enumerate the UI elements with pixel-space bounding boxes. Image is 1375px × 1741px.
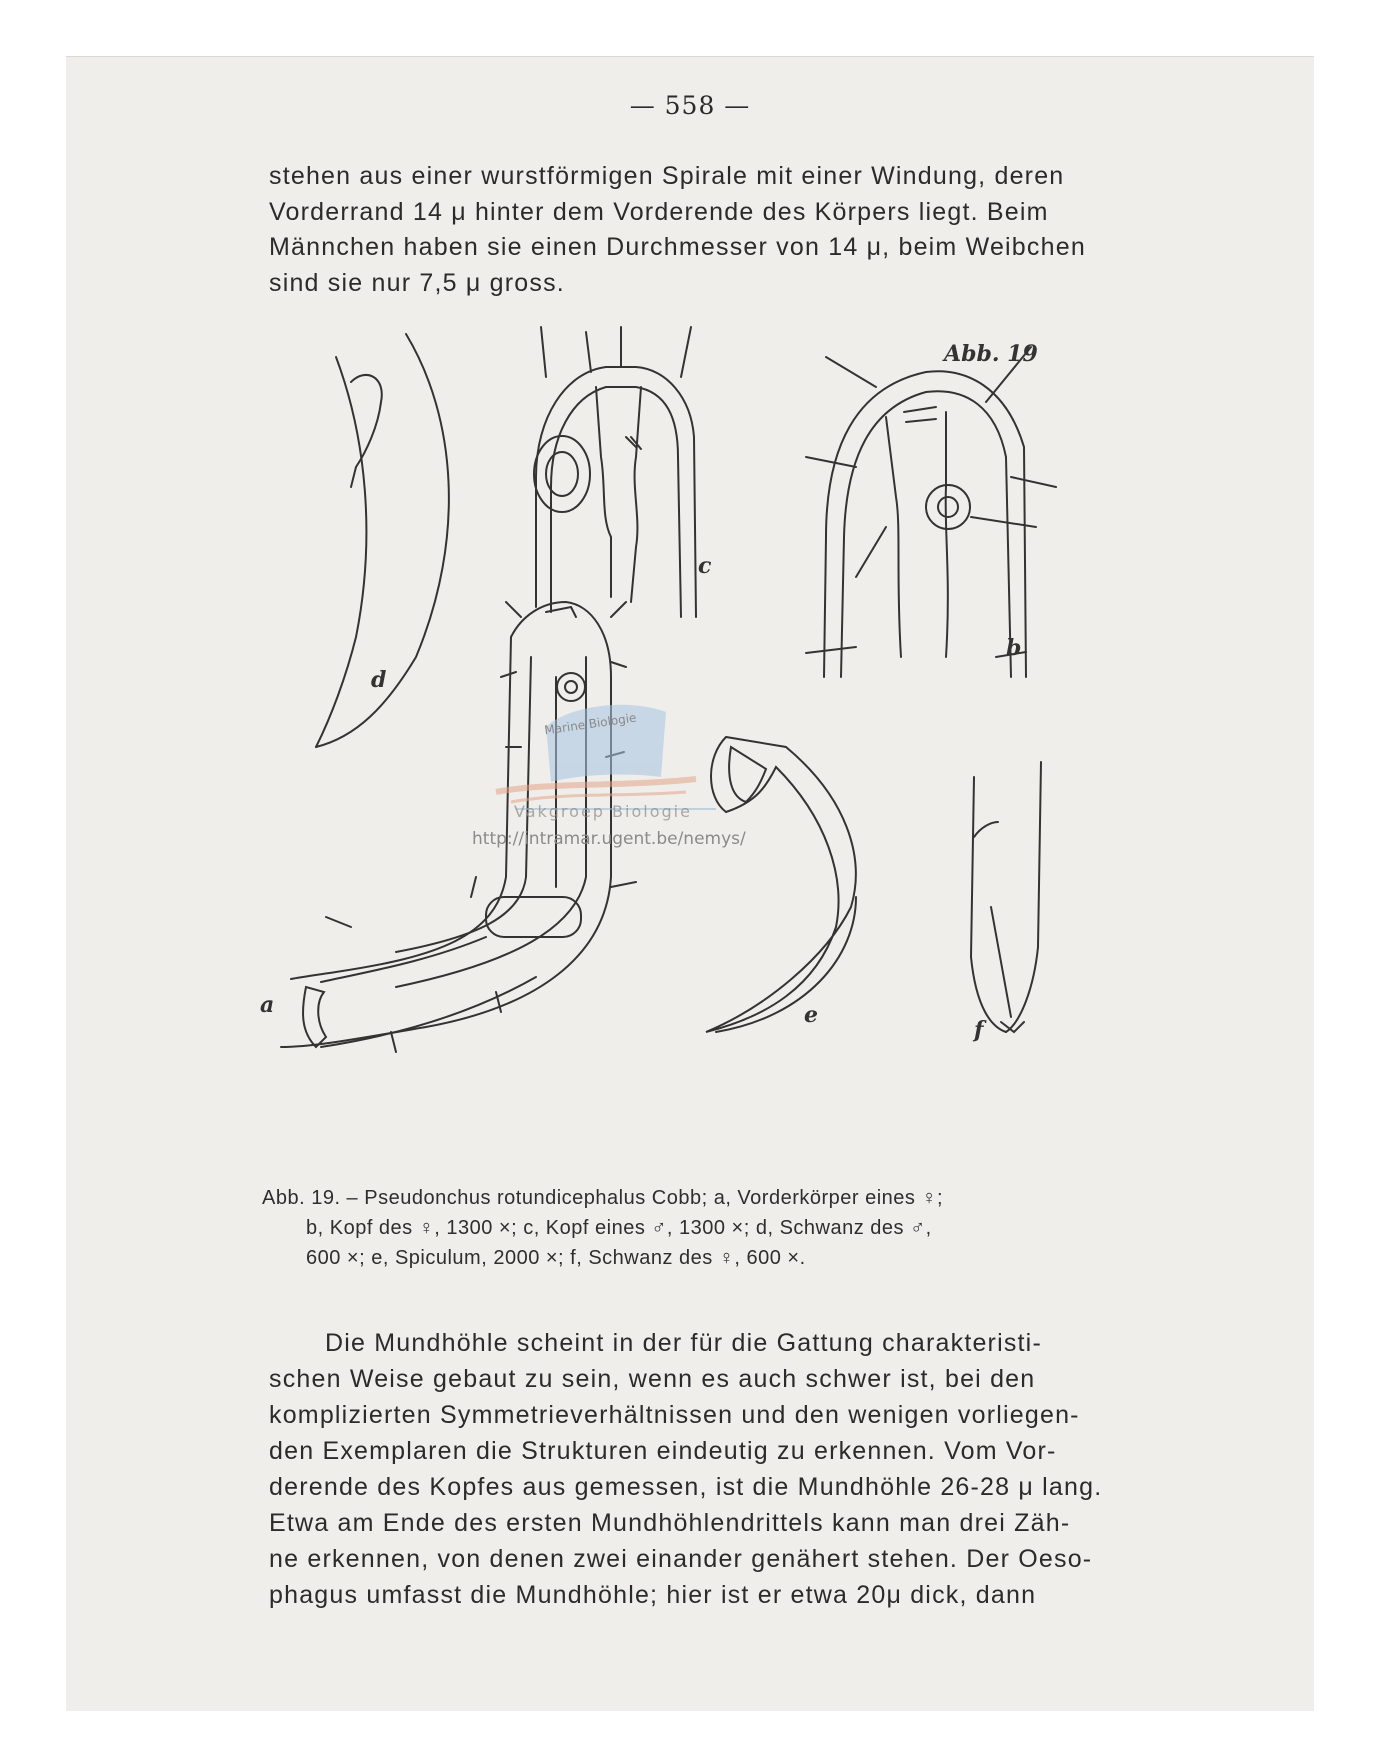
watermark-name: Marine Biologie — [543, 710, 638, 738]
text-line: komplizierten Symmetrieverhältnissen und den wenigen vorliegen- — [269, 1401, 1080, 1429]
text-line: derende des Kopfes aus gemessen, ist die Mundhöhle 26-28 μ lang. — [269, 1473, 1103, 1501]
bottom-paragraph — [269, 1325, 1179, 1613]
panel-label-a: a — [260, 992, 275, 1018]
figure-heading: Abb. 19 — [944, 341, 1038, 367]
caption-line: 600 ×; e, Spiculum, 2000 ×; f, Schwanz des ♀, 600 ×. — [306, 1247, 806, 1269]
text-line: schen Weise gebaut zu sein, wenn es auch schwer ist, bei den — [269, 1365, 1036, 1393]
text-line: Männchen haben sie einen Durchmesser von 14 μ, beim Weibchen — [269, 233, 1086, 261]
panel-label-e: e — [804, 1002, 818, 1028]
scanned-page — [66, 56, 1314, 1711]
text-line: Die Mundhöhle scheint in der für die Gattung charakteristi- — [325, 1329, 1042, 1357]
panel-f-drawing — [971, 762, 1041, 1032]
panel-label-d: d — [371, 667, 387, 693]
panel-label-f: f — [974, 1017, 984, 1043]
panel-label-c: c — [698, 553, 712, 579]
text-line: den Exemplaren die Strukturen eindeutig zu erkennen. Vom Vor- — [269, 1437, 1057, 1465]
figure-caption — [262, 1183, 1182, 1273]
panel-c-drawing — [534, 327, 696, 617]
text-line: sind sie nur 7,5 μ gross. — [269, 268, 565, 297]
panel-e-drawing — [706, 737, 856, 1032]
text-line: Vorderrand 14 μ hinter dem Vorderende des Körpers liegt. Beim — [269, 197, 1049, 226]
text-line: ne erkennen, von denen zwei einander genähert stehen. Der Oeso- — [269, 1545, 1093, 1573]
watermark-url: http://intramar.ugent.be/nemys/ — [472, 829, 746, 849]
text-line: Etwa am Ende des ersten Mundhöhlendrittels kann man drei Zäh- — [269, 1509, 1071, 1537]
caption-line: b, Kopf des ♀, 1300 ×; c, Kopf eines ♂, 1300 ×; d, Schwanz des ♂, — [306, 1217, 932, 1239]
text-line: stehen aus einer wurstförmigen Spirale mit einer Windung, deren — [269, 162, 1065, 190]
caption-line: Abb. 19. – Pseudonchus rotundicephalus Cobb; a, Vorderkörper eines ♀; — [262, 1187, 944, 1209]
watermark-subtitle: Vakgroep Biologie — [514, 802, 692, 821]
page-number: — 558 — — [629, 91, 751, 120]
panel-a-drawing — [281, 602, 636, 1052]
panel-label-b: b — [1006, 635, 1022, 661]
text-line: phagus umfasst die Mundhöhle; hier ist er etwa 20μ dick, dann — [269, 1581, 1037, 1609]
panel-b-drawing — [806, 347, 1056, 677]
